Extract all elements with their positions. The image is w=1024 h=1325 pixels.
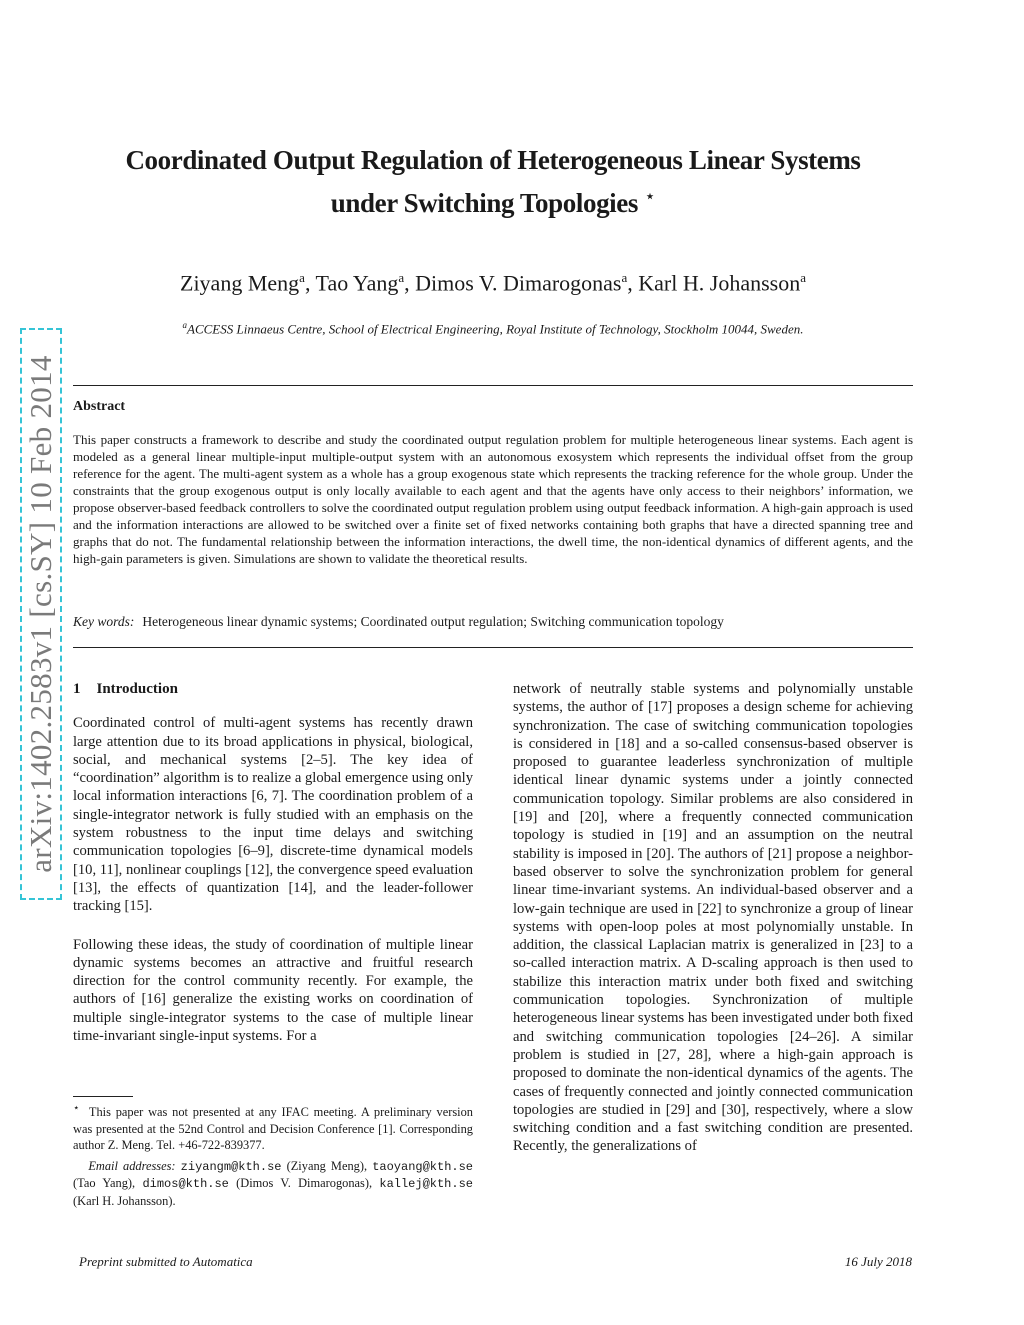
abstract-bottom-rule: [73, 647, 913, 648]
affiliation-text: ACCESS Linnaeus Centre, School of Electrical Engineering, Royal Institute of Technology, Stockholm 10044, Sweden.: [187, 321, 804, 337]
author-list: [80, 270, 906, 296]
author-affil-sup: a: [398, 270, 405, 285]
author-name: Karl H. Johansson: [638, 270, 801, 296]
footnote-body: This paper was not presented at any IFAC meeting. A preliminary version was presented at the 52nd Control and Decision Conference [1]. Corresponding author Z. Meng. Tel. +46-722-839377.: [73, 1105, 473, 1153]
email-owner: (Dimos V. Dimarogonas),: [236, 1176, 373, 1191]
author-separator: ,: [404, 270, 416, 296]
footnote-rule: [73, 1096, 133, 1097]
section-title: Introduction: [96, 681, 178, 697]
email-owner: (Ziyang Meng),: [286, 1158, 368, 1173]
footer-date: 16 July 2018: [844, 1254, 912, 1269]
abstract-body: This paper constructs a framework to describe and study the coordinated output regulation problem for multiple heterogeneous linear systems. Each agent is modeled as a general linear multiple-input multiple-output system with an autonomous exosystem which represents the individual offset from the group reference for the agent. The multi-agent system as a whole has a group exogenous state which represents the tracking reference for the whole group. Under the constraints that the group exogenous output is only locally available to each agent and that the agents have only access to their neighbors’ information, we propose observer-based feedback controllers to solve the coordinated output regulation problem using output feedback information. A high-gain approach is used and the information interactions are allowed to be switched over a finite set of fixed networks containing both graphs that have a directed spanning tree and graphs that do not. The fundamental relationship between the information interactions, the dwell time, the non-identical dynamics of different agents, and the high-gain parameters is given. Simulations are shown to validate the theoretical results.: [73, 432, 913, 566]
author-name: Tao Yang: [315, 270, 399, 296]
keywords-label: Key words:: [73, 614, 135, 629]
email-owner: (Karl H. Johansson).: [73, 1193, 176, 1208]
affiliation-sup: a: [182, 320, 188, 330]
title-line-2-text: under Switching Topologies: [330, 188, 638, 218]
title-footnote-mark: ⋆: [644, 186, 656, 206]
email-link[interactable]: ziyangm@kth.se: [180, 1159, 282, 1174]
affiliation: [60, 320, 926, 337]
right-column: [513, 680, 913, 1156]
abstract-heading: Abstract: [73, 399, 126, 414]
left-column: [73, 680, 473, 1045]
footer-preprint-note: Preprint submitted to Automatica: [79, 1254, 253, 1269]
title-line-2: [80, 178, 906, 221]
email-label: Email addresses:: [88, 1158, 176, 1173]
email-link[interactable]: taoyang@kth.se: [372, 1159, 474, 1174]
author-name: Ziyang Meng: [180, 270, 300, 296]
author-separator: ,: [627, 270, 639, 296]
author-name: Dimos V. Dimarogonas: [415, 270, 622, 296]
paper-title: [80, 142, 906, 221]
author-separator: ,: [304, 270, 316, 296]
footnote-mark: ⋆: [73, 1103, 80, 1114]
title-line-1: Coordinated Output Regulation of Heterogeneous Linear Systems: [125, 145, 861, 175]
author-affil-sup: a: [800, 270, 806, 285]
arxiv-identifier: arXiv:1402.2583v1 [cs.SY] 10 Feb 2014: [23, 355, 58, 873]
email-link[interactable]: dimos@kth.se: [142, 1177, 229, 1192]
intro-paragraph-3: network of neutrally stable systems and polynomially unstable systems, the author of [17] proposes a design scheme for achieving synchronization. The case of switching communication topologies is considered in [18] and a so-called consensus-based observer is proposed to guarantee leaderless synchronization of multiple identical linear dynamic systems under a jointly connected communication topology. Similar problems are also considered in [19] and [20], where a frequently connected communication topology is studied in [19] and an assumption on the neutral stability is imposed in [20]. The authors of [21] propose a neighbor-based observer to solve the synchronization problem for general linear time-invariant systems. An individual-based observer and a low-gain technique are used in [22] to synchronize a group of linear systems with open-loop poles at most polynomially unstable. In addition, the classical Laplacian matrix is generalized in [23] to a so-called interaction matrix. A D-scaling approach is then used to stabilize this interaction matrix under both fixed and switching communication topologies. Synchronization of multiple heterogeneous linear systems has been investigated under both fixed and switching communication topologies [24–26]. A similar problem is studied in [27, 28], where a high-gain approach is proposed to dominate the non-identical dynamics of the agents. The cases of frequently connected and jointly connected communication topologies are studied in [29] and [30], respectively, where a slow switching condition and a fast switching condition are presented. Recently, the generalizations of: [513, 681, 913, 1155]
section-number: 1: [73, 681, 81, 697]
email-owner: (Tao Yang),: [73, 1176, 136, 1191]
author-affil-sup: a: [621, 270, 628, 285]
abstract-top-rule: [73, 385, 913, 386]
email-link[interactable]: kallej@kth.se: [379, 1177, 473, 1192]
author-affil-sup: a: [299, 270, 305, 285]
intro-paragraph-1: Coordinated control of multi-agent systems has recently drawn large attention due to its broad applications in physical, biological, social, and mechanical systems [2–5]. The key idea of “coordination” algorithm is to realize a global emergence using only local information interactions [6, 7]. The coordination problem of a single-integrator network is fully studied with an emphasis on the system robustness to the input time delays and switching communication topologies [6–9], discrete-time dynamical models [10, 11], nonlinear couplings [12], the convergence speed evaluation [13], the effects of quantization [14], and the leader-follower tracking [15].: [73, 715, 473, 915]
email-addresses: [73, 1158, 473, 1210]
section-heading: [73, 680, 473, 698]
footnote-text: [73, 1101, 473, 1154]
footnote: [73, 1101, 473, 1209]
intro-paragraph-2: Following these ideas, the study of coordination of multiple linear dynamic systems becomes an attractive and fruitful research direction for the control community recently. For example, the authors of [16] generalize the existing works on coordination of multiple single-integrator systems to the case of multiple linear time-invariant single-input systems. For a: [73, 936, 473, 1045]
keywords-text: Heterogeneous linear dynamic systems; Coordinated output regulation; Switching communication topology: [142, 614, 724, 629]
keywords: [73, 614, 724, 630]
